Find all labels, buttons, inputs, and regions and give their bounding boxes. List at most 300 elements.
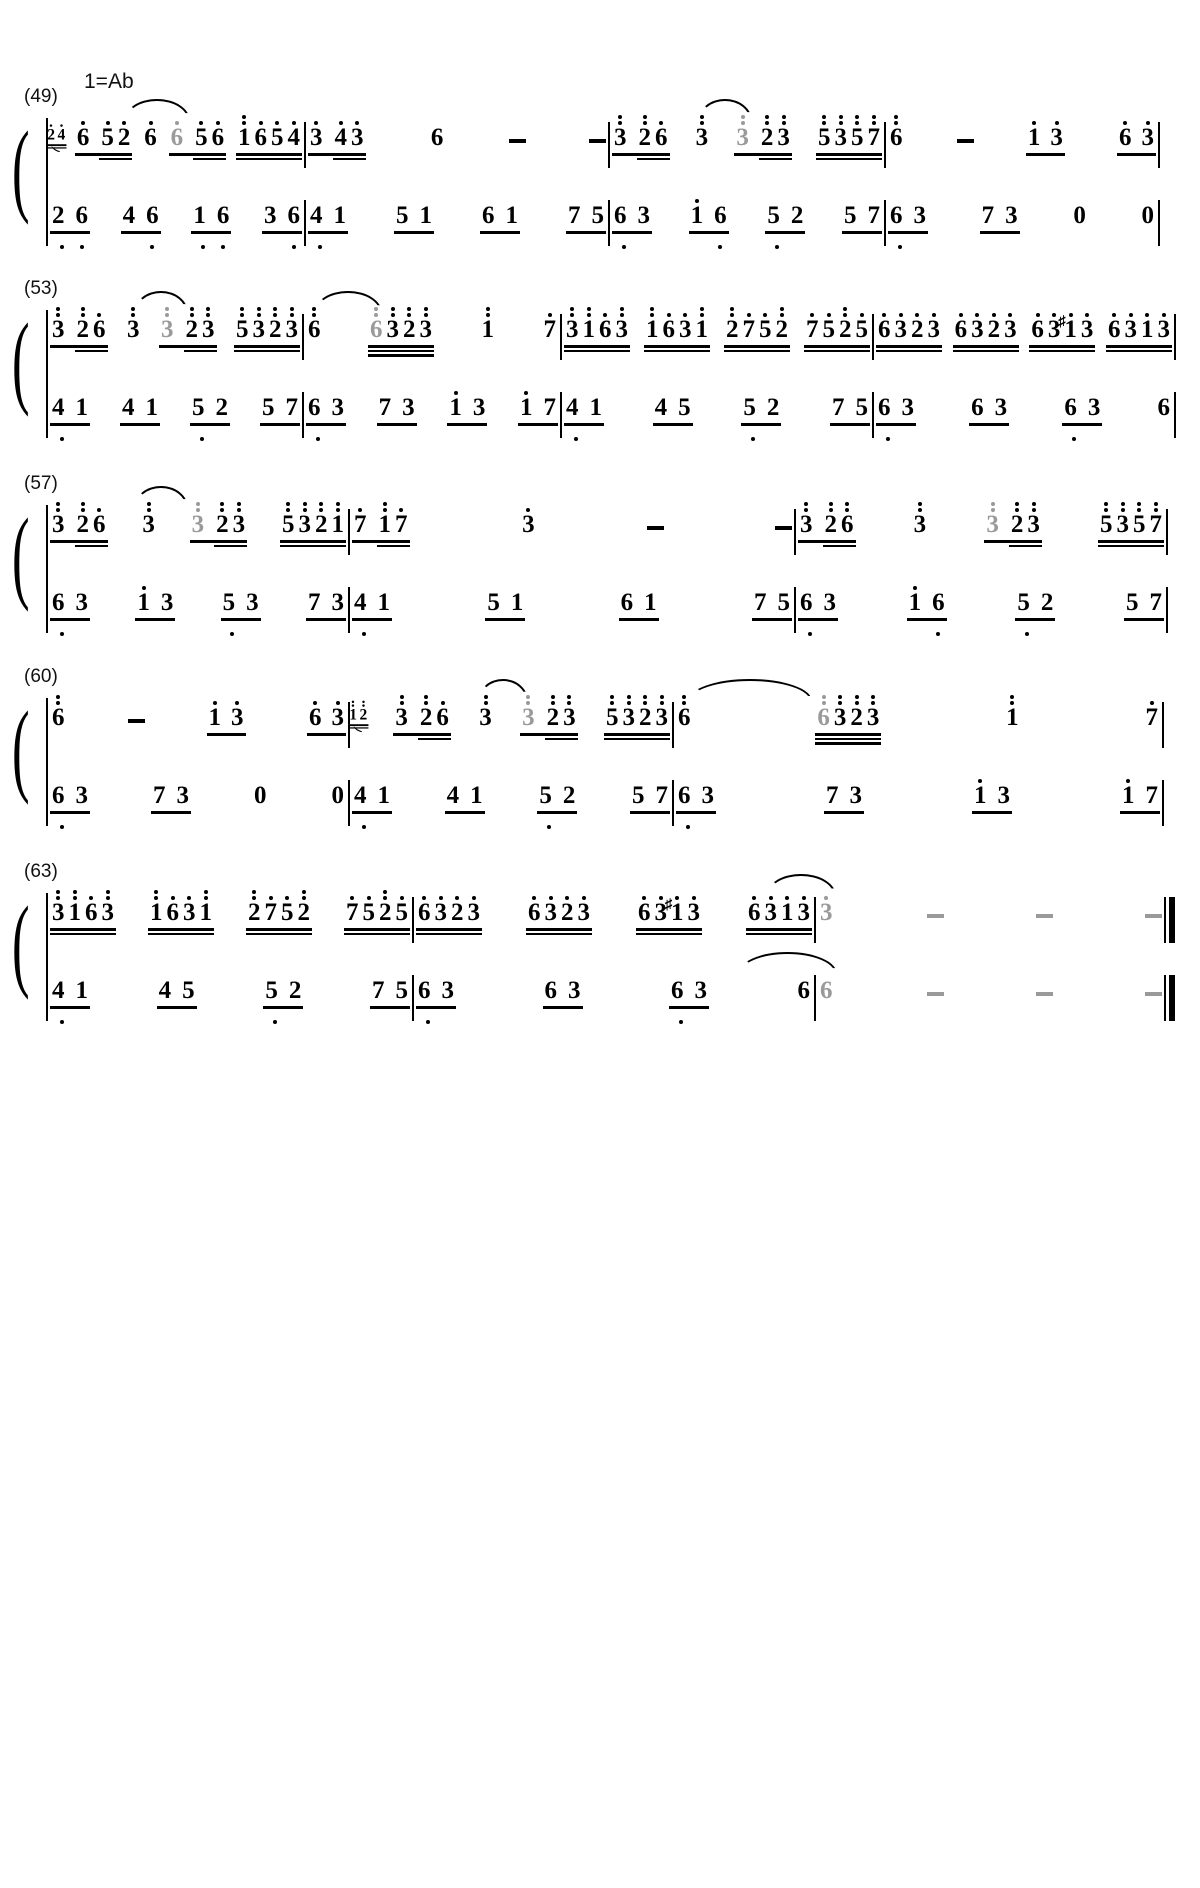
- note-group: [416, 885, 482, 947]
- note: [445, 768, 469, 830]
- octave-dot: [622, 245, 626, 249]
- beam-lines: [330, 733, 347, 738]
- beam-lines: [537, 811, 561, 816]
- beam-lines: [1002, 345, 1019, 354]
- beam-lines: [926, 345, 943, 354]
- octave-dot: [56, 890, 60, 894]
- octave-dot: [730, 307, 734, 311]
- beam: [1139, 350, 1156, 353]
- beam: [541, 423, 558, 426]
- note-digit: 2: [314, 511, 328, 538]
- note-digit: 2: [288, 977, 302, 1004]
- octave-dots-above: [524, 380, 528, 395]
- note-digit: 6: [1107, 316, 1121, 343]
- beam: [368, 345, 385, 348]
- beam: [614, 350, 631, 353]
- beam: [148, 933, 165, 936]
- octave-dot: [237, 502, 241, 506]
- octave-dots-above: [275, 110, 279, 125]
- beam-lines: [368, 345, 385, 359]
- note-digit: 6: [52, 704, 65, 731]
- octave-dot: [765, 115, 769, 119]
- note: [653, 768, 670, 830]
- note-digit: 6: [678, 704, 691, 731]
- beam: [848, 738, 865, 741]
- octave-dots-above: [1055, 110, 1059, 125]
- note: [1039, 575, 1056, 637]
- note: [308, 110, 333, 172]
- beam-lines: [694, 345, 711, 354]
- beam: [765, 231, 789, 234]
- dash-bar: [957, 139, 974, 143]
- beam: [181, 933, 198, 936]
- staff-system: [0, 86, 1200, 256]
- barline: [814, 975, 816, 1021]
- beam: [286, 153, 303, 156]
- beam-lines: [246, 928, 263, 937]
- octave-dot: [567, 695, 571, 699]
- beam: [368, 350, 385, 353]
- note-digit: 3: [52, 511, 65, 538]
- beam-lines: [509, 618, 526, 623]
- note-group: [537, 768, 577, 830]
- note: [50, 497, 75, 559]
- note: [296, 885, 313, 947]
- note: [1131, 497, 1148, 559]
- slur-tie: [688, 679, 812, 701]
- note-group: [984, 497, 1042, 559]
- octave-dot: [106, 890, 110, 894]
- note: [669, 963, 693, 1025]
- beam-lines: [953, 345, 970, 354]
- note: [393, 963, 410, 1025]
- beam-lines: [433, 928, 450, 937]
- beam-lines: [307, 733, 330, 738]
- beam-lines: [774, 345, 791, 354]
- beam-lines: [816, 153, 833, 162]
- final-barline-thick: [1169, 975, 1175, 1021]
- beam-lines: [559, 928, 576, 937]
- note-digit: 1: [75, 394, 88, 421]
- note: [263, 963, 287, 1025]
- barline: [412, 897, 414, 943]
- note-digit: 7: [1145, 782, 1158, 809]
- note-digit: 1: [208, 704, 221, 731]
- beam-lines: [418, 733, 435, 742]
- note-digit: 0: [254, 782, 267, 809]
- note: [198, 885, 215, 947]
- note-digit: 5: [236, 316, 249, 343]
- measure: [352, 497, 792, 559]
- note-digit: 6: [954, 316, 968, 343]
- note-digit: 3: [777, 124, 790, 151]
- note-digit: 6: [436, 704, 449, 731]
- octave-dots-below: [1062, 437, 1086, 441]
- note-group: [1026, 110, 1065, 172]
- note: [244, 575, 261, 637]
- beam: [330, 423, 347, 426]
- note-digit: 6: [216, 202, 230, 229]
- beam-lines: [637, 733, 654, 742]
- beam: [653, 811, 670, 814]
- note: [307, 690, 330, 752]
- octave-dots-above: [618, 110, 622, 125]
- note-digit: 3: [252, 316, 265, 343]
- barline: [1162, 780, 1164, 826]
- note: [429, 110, 446, 172]
- beam: [263, 1006, 287, 1009]
- octave-dots-above: [407, 302, 411, 317]
- note: [269, 110, 286, 172]
- beam-lines: [210, 153, 227, 162]
- beam-lines: [757, 345, 774, 354]
- note-group: [306, 575, 346, 637]
- beam: [207, 733, 230, 736]
- beam: [246, 933, 263, 936]
- beam: [433, 928, 450, 931]
- note-digit: 2: [839, 316, 852, 343]
- note: [344, 885, 361, 947]
- note: [263, 885, 280, 947]
- octave-dots-above: [660, 690, 664, 705]
- octave-dots-above: [855, 110, 859, 125]
- beam-lines: [1003, 231, 1020, 236]
- note-group: [157, 963, 197, 1025]
- note: [545, 690, 562, 752]
- measure: [50, 885, 410, 947]
- note: [262, 188, 286, 250]
- note: [207, 690, 230, 752]
- beam: [1139, 153, 1156, 156]
- octave-dot: [855, 695, 859, 699]
- beam: [251, 350, 268, 353]
- beam-lines: [333, 153, 350, 162]
- note: [83, 885, 100, 947]
- beam-lines: [376, 811, 393, 816]
- measure: [47, 110, 302, 172]
- note-digit: 6: [52, 589, 65, 616]
- octave-dot: [918, 502, 922, 506]
- measure-number: (60): [24, 666, 58, 687]
- beam: [969, 423, 993, 426]
- note-group: [676, 768, 716, 830]
- octave-dots-below: [564, 437, 588, 441]
- beam: [148, 928, 165, 931]
- note-digit: 3: [246, 589, 259, 616]
- beam-lines: [1079, 345, 1096, 354]
- note-group: [644, 302, 710, 364]
- note: [267, 302, 284, 364]
- system-start-barline: [46, 310, 48, 438]
- note: [175, 768, 192, 830]
- note: [900, 380, 917, 442]
- note-group: [377, 380, 417, 442]
- beam-lines: [1122, 345, 1139, 354]
- beam: [824, 811, 848, 814]
- note: [361, 885, 378, 947]
- beam-lines: [50, 1006, 74, 1011]
- measure: [308, 188, 606, 250]
- staff-system: [0, 473, 1200, 643]
- beam: [214, 545, 231, 548]
- note-digit: 3: [797, 899, 810, 926]
- note: [930, 575, 947, 637]
- note-digit: 3: [285, 316, 298, 343]
- note: [775, 110, 792, 172]
- note: [210, 110, 227, 172]
- note-digit: 2: [561, 899, 574, 926]
- octave-dot: [200, 437, 204, 441]
- note-digit: 3: [986, 511, 999, 538]
- octave-dots-above: [454, 380, 458, 395]
- note-digit: 4: [158, 977, 172, 1004]
- beam: [306, 618, 330, 621]
- note: [1139, 110, 1156, 172]
- beam-lines: [193, 153, 210, 162]
- note-group: [669, 963, 709, 1025]
- duration-dash: [927, 885, 944, 947]
- octave-dots-above: [526, 497, 530, 512]
- octave-dots-above: [959, 302, 963, 317]
- note-digit: 5: [192, 394, 205, 421]
- beam: [909, 350, 926, 353]
- beam: [566, 231, 590, 234]
- note: [830, 380, 854, 442]
- beam-lines: [815, 733, 832, 747]
- beam-lines: [445, 811, 469, 816]
- beam: [344, 928, 361, 931]
- dash-bar: [775, 526, 792, 530]
- note-digit: 5: [678, 394, 691, 421]
- octave-dot: [610, 695, 614, 699]
- octave-dots-above: [1129, 302, 1133, 317]
- octave-dot: [362, 825, 366, 829]
- beam: [1003, 231, 1020, 234]
- beam: [604, 738, 621, 741]
- beam: [526, 933, 543, 936]
- beam-lines: [466, 928, 483, 937]
- note-digit: 2: [47, 126, 55, 143]
- note-digit: 6: [638, 899, 651, 926]
- beam-lines: [279, 928, 296, 937]
- note: [393, 497, 410, 559]
- note-group: [280, 497, 346, 559]
- note-group: [480, 302, 497, 364]
- beam-lines: [181, 928, 198, 937]
- note-group: [1071, 188, 1088, 250]
- beam: [926, 345, 943, 348]
- note: [694, 302, 711, 364]
- octave-dot: [838, 695, 842, 699]
- note-digit: 7: [371, 977, 385, 1004]
- beam: [308, 231, 332, 234]
- note-digit: 2: [419, 704, 433, 731]
- beam-lines: [712, 231, 729, 236]
- beam-lines: [286, 153, 303, 162]
- octave-dot: [336, 502, 340, 506]
- beam-lines: [763, 928, 780, 937]
- note: [287, 963, 304, 1025]
- system-brace: (: [12, 689, 30, 806]
- note-digit: 1: [974, 782, 987, 809]
- grace-notes: [46, 118, 66, 156]
- beam-lines: [393, 540, 410, 549]
- beam: [545, 733, 562, 736]
- beam: [839, 545, 856, 548]
- treble-staff-row: [50, 302, 1178, 364]
- treble-staff-row: [50, 690, 1166, 752]
- beam: [262, 231, 286, 234]
- beam: [1026, 153, 1049, 156]
- octave-dots-above: [843, 302, 847, 317]
- beam: [763, 928, 780, 931]
- beam: [67, 933, 84, 936]
- note-digit: 3: [637, 202, 650, 229]
- octave-dots-above: [839, 110, 843, 125]
- beam: [184, 345, 201, 348]
- note: [75, 110, 100, 172]
- beam: [50, 540, 75, 543]
- beam-lines: [447, 423, 471, 428]
- beam: [361, 928, 378, 931]
- note-group: [526, 885, 592, 947]
- note-digit: 3: [615, 316, 628, 343]
- note-digit: 3: [1050, 124, 1063, 151]
- beam: [677, 345, 694, 348]
- beam: [543, 928, 560, 931]
- beam-lines: [779, 928, 796, 937]
- octave-dot: [424, 307, 428, 311]
- beam: [191, 231, 215, 234]
- note-group: [815, 690, 881, 752]
- note-group: [636, 885, 702, 947]
- note-digit: 6: [146, 202, 159, 229]
- octave-dot: [204, 890, 208, 894]
- note: [1106, 302, 1123, 364]
- note-group: [1029, 302, 1095, 364]
- beam: [253, 158, 270, 161]
- note: [604, 690, 621, 752]
- beam: [559, 928, 576, 931]
- octave-dot: [1032, 502, 1036, 506]
- beam: [1106, 345, 1123, 348]
- note-group: [630, 768, 670, 830]
- note-group: [824, 768, 864, 830]
- note-digit: 1: [589, 394, 602, 421]
- beam-lines: [376, 618, 393, 623]
- note-digit: 1: [1122, 782, 1135, 809]
- beam: [50, 231, 74, 234]
- octave-dots-below: [50, 632, 74, 636]
- beam: [816, 153, 833, 156]
- beam: [543, 1006, 567, 1009]
- note: [191, 188, 215, 250]
- beam: [832, 742, 849, 745]
- barline: [304, 200, 306, 246]
- beam: [1147, 545, 1164, 548]
- beam: [466, 933, 483, 936]
- note-digit: 1: [145, 394, 158, 421]
- note-digit: 5: [396, 202, 409, 229]
- treble-staff-row: [50, 497, 1170, 559]
- note-digit: 4: [52, 977, 65, 1004]
- note: [637, 110, 654, 172]
- note: [50, 690, 67, 752]
- octave-dot: [240, 307, 244, 311]
- beam-lines: [1098, 540, 1115, 549]
- beam: [418, 350, 435, 353]
- beam: [306, 423, 330, 426]
- note: [308, 188, 332, 250]
- note: [821, 302, 838, 364]
- note: [330, 690, 347, 752]
- beam: [865, 231, 882, 234]
- duration-dash: [1036, 885, 1053, 947]
- beam: [1009, 540, 1026, 543]
- beam: [1098, 540, 1115, 543]
- beam: [210, 153, 227, 156]
- beam: [621, 733, 638, 736]
- beam-lines: [394, 928, 411, 937]
- note: [1015, 575, 1039, 637]
- note: [1117, 110, 1140, 172]
- note-digit: 3: [834, 124, 847, 151]
- note: [234, 302, 251, 364]
- beam-lines: [184, 345, 201, 354]
- note: [447, 380, 471, 442]
- beam: [757, 350, 774, 353]
- octave-dot: [319, 502, 323, 506]
- octave-dots-above: [532, 885, 536, 900]
- note-group: [1062, 380, 1102, 442]
- beam: [644, 350, 661, 353]
- note: [99, 110, 116, 172]
- octave-dot: [643, 115, 647, 119]
- note-digit: 2: [248, 899, 261, 926]
- note-digit: 2: [76, 511, 89, 538]
- note-digit: 1: [470, 782, 483, 809]
- beam-lines: [75, 540, 92, 549]
- octave-dots-below: [888, 245, 912, 249]
- octave-dots-above: [667, 302, 671, 317]
- note-digit: 6: [166, 899, 179, 926]
- measure: [818, 885, 1162, 947]
- note-digit: 6: [418, 899, 431, 926]
- octave-dots-above: [650, 302, 654, 317]
- beam: [612, 153, 637, 156]
- octave-dots-above: [285, 885, 289, 900]
- note: [888, 188, 912, 250]
- beam: [120, 423, 144, 426]
- beam-lines: [330, 423, 347, 428]
- note: [485, 575, 509, 637]
- beam-lines: [888, 231, 912, 236]
- octave-dot: [551, 695, 555, 699]
- beam-lines: [263, 1006, 287, 1011]
- beam: [804, 345, 821, 348]
- beam: [526, 928, 543, 931]
- beam: [1144, 811, 1161, 814]
- note-group: [741, 380, 781, 442]
- note: [284, 380, 301, 442]
- octave-dots-above: [290, 302, 294, 317]
- measure: [876, 380, 1172, 442]
- note: [144, 380, 161, 442]
- octave-dot: [290, 307, 294, 311]
- note-digit: 3: [1027, 511, 1040, 538]
- beam: [537, 811, 561, 814]
- note-digit: 2: [52, 202, 65, 229]
